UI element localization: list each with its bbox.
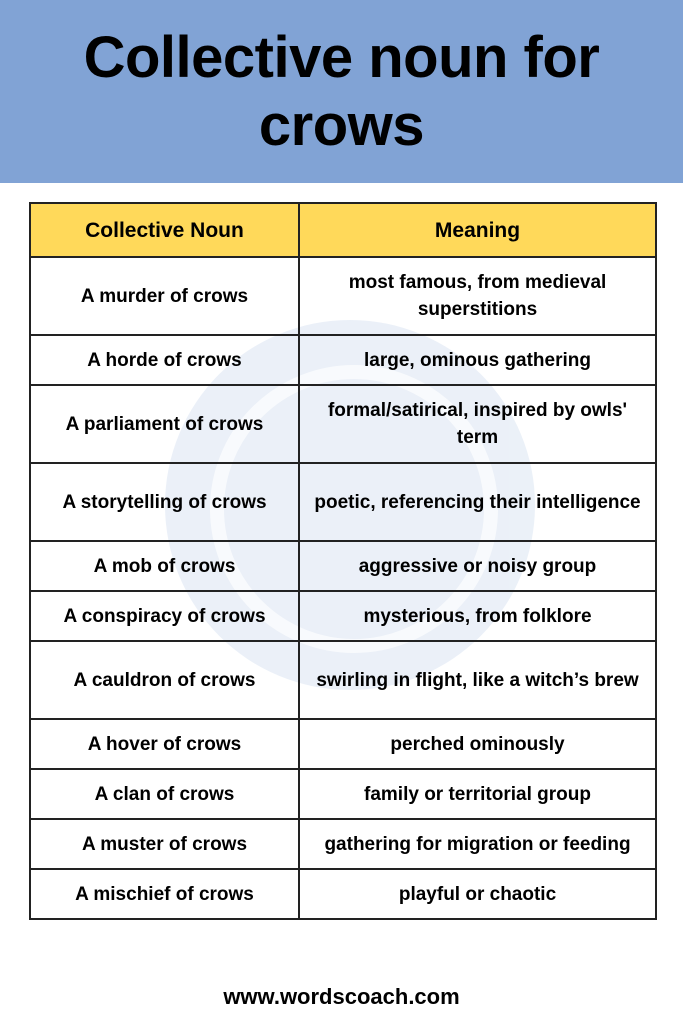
column-header-noun: Collective Noun — [30, 203, 299, 257]
meaning-cell: most famous, from medieval superstitions — [299, 257, 656, 335]
noun-cell: A storytelling of crows — [30, 463, 299, 541]
page-title: Collective noun for crows — [83, 24, 600, 158]
table-row — [30, 819, 656, 869]
noun-cell: A murder of crows — [30, 257, 299, 335]
meaning-cell: swirling in flight, like a witch’s brew — [299, 641, 656, 719]
meaning-cell: poetic, referencing their intelligence — [299, 463, 656, 541]
column-header-meaning: Meaning — [299, 203, 656, 257]
table-row — [30, 257, 656, 335]
table-header-row — [30, 203, 656, 257]
footer-url: www.wordscoach.com — [223, 984, 460, 1009]
meaning-cell: mysterious, from folklore — [299, 591, 656, 641]
meaning-cell: family or territorial group — [299, 769, 656, 819]
noun-cell: A conspiracy of crows — [30, 591, 299, 641]
table-row — [30, 591, 656, 641]
meaning-cell: gathering for migration or feeding — [299, 819, 656, 869]
noun-cell: A clan of crows — [30, 769, 299, 819]
meaning-cell: playful or chaotic — [299, 869, 656, 919]
noun-cell: A horde of crows — [30, 335, 299, 385]
noun-cell: A muster of crows — [30, 819, 299, 869]
table-row — [30, 641, 656, 719]
noun-cell: A hover of crows — [30, 719, 299, 769]
table-row — [30, 385, 656, 463]
noun-cell: A mob of crows — [30, 541, 299, 591]
table-row — [30, 869, 656, 919]
table-row — [30, 541, 656, 591]
collective-noun-table — [29, 202, 657, 920]
noun-cell: A mischief of crows — [30, 869, 299, 919]
table-row — [30, 463, 656, 541]
noun-cell: A cauldron of crows — [30, 641, 299, 719]
noun-cell: A parliament of crows — [30, 385, 299, 463]
table-row — [30, 719, 656, 769]
meaning-cell: perched ominously — [299, 719, 656, 769]
title-banner — [0, 0, 683, 183]
meaning-cell: aggressive or noisy group — [299, 541, 656, 591]
meaning-cell: formal/satirical, inspired by owls' term — [299, 385, 656, 463]
table-row — [30, 769, 656, 819]
table-row — [30, 335, 656, 385]
meaning-cell: large, ominous gathering — [299, 335, 656, 385]
